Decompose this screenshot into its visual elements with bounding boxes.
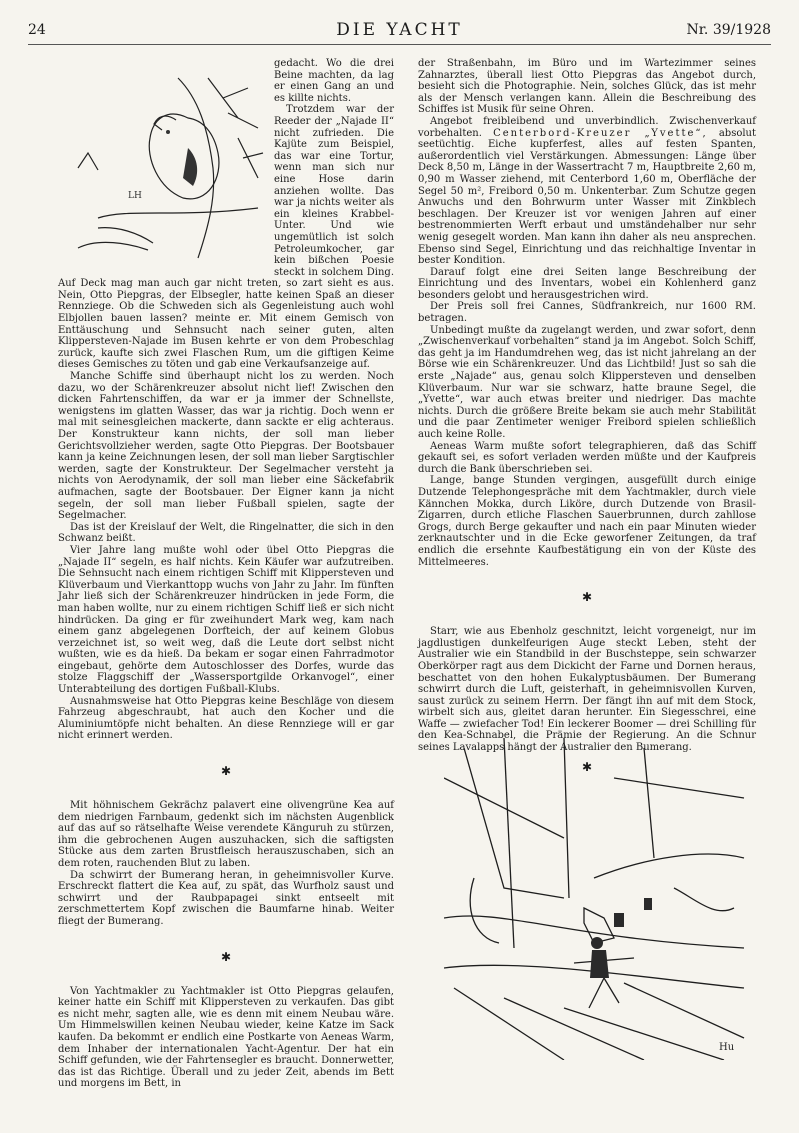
right-paragraph-5: Unbedingt mußte da zugelangt werden, und zwar sofort, denn „Zwischenverkauf vorbehalten“ stand ja im Angebot. Solch Schiff, das geht ja im Handumdrehen weg, das ist nicht jahrelang an der Börse wie ein Schärenkreuzer. Und das Lichtbild! Just so sah die erste „Najade“ aus, genau solch Klippersteven und denselben Klüverbaum. Nur war sie schwarz, hatte braune Segel, die „Yvette“, war auch etwas breiter und niedriger. Das machte nichts. Durch die größere Breite bekam sie auch mehr Stabilität und die paar Zentimeter weniger Freibord spielen schließlich auch keine Rolle. [418,324,756,440]
left-paragraph-4: Das ist der Kreislauf der Welt, die Ringelnatter, die sich in den Schwanz beißt. [58,521,394,545]
offer-boat-name: Centerbord-Kreuzer „Yvette“, [493,127,708,139]
page-header [28,22,771,45]
right-column [418,58,756,780]
left-paragraph-6: Ausnahmsweise hat Otto Piepgras keine Beschläge von diesem Fahrzeug abgeschraubt, hat auch den Kocher und die Aluminiumtöpfe nicht behalten. An diese Rennziege will er gar nicht erinnert werden. [58,695,394,742]
right-paragraph-8: Starr, wie aus Ebenholz geschnitzt, leicht vorgeneigt, nur im jagdlustigen dunkelfeurigen Auge steckt Leben, steht der Australier wie ein Standbild in der Buschsteppe, sein schwarzer Oberkörper ragt aus dem Dickicht der Farne und Dornen heraus, beschattet von den hohen Eukalyptusbäumen. Der Bumerang schwirrt durch die Luft, geisterhaft, in geheimnisvollen Kurven, saust zurück zu seinem Herrn. Der fängt ihn auf mit dem Stock, wirbelt sich aus, gleitet daran herunter. Ein Siegesschrei, eine Waffe — zwiefacher Tod! Ein leckerer Boomer — drei Schilling für den Kea-Schnabel, die Prämie der Regierung. An die Schnur seines Lavalapps hängt der Australier den Bumerang. [418,626,756,754]
section-divider-star-2: ✱ [220,949,232,964]
parrot-signature: LH [128,191,142,201]
right-paragraph-1: der Straßenbahn, im Büro und im Wartezimmer seines Zahnarztes, überall liest Otto Piepgras das Angebot durch, besieht sich die Photographie. Nein, solches Glück, das ist mehr als der Mensch verlangen kann. Allein die Beschreibung des Schiffes ist Musik für seine Ohren. [418,58,756,116]
left-paragraph-8: Da schwirrt der Bumerang heran, in geheimnisvoller Kurve. Erschreckt flattert die Kea auf, zu spät, das Wurfholz saust und schwirrt und der Raubpapagei sinkt entseelt mit zerschmettertem Kopf zwischen die Baumfarne hinab. Weiter fliegt der Bumerang. [58,869,394,927]
left-paragraph-5: Vier Jahre lang mußte wohl oder übel Otto Piepgras die „Najade II“ segeln, es half nichts. Kein Käufer war aufzutreiben. Die Sehnsucht nach einem richtigen Schiff mit Klippersteven und Klüverbaum und Vierkanttopp wuchs von Jahr zu Jahr. Im fünften Jahr ließ sich der Schärenkreuzer hindrücken in jede Form, die man haben wollte, nur zu einem richtigen Schiff ließ er sich nicht hindrücken. Da ging er für zweihundert Mark weg, kam nach einem ganz abgelegenen Dorfteich, der auf keinem Globus verzeichnet ist, so weit weg, daß die Leute dort selbst nicht wußten, wie es da hieß. Da bekam er sogar einen Fahrradmotor eingebaut, gehörte dem Autoschlosser des Dorfes, wurde das stolze Flaggschiff der „Wassersportgilde Orkanvogel“, einer Unterabteilung des dortigen Fußball-Klubs. [58,544,394,696]
left-paragraph-2: Trotzdem war der Reeder der „Najade II“ nicht zufrieden. Die Kajüte zum Beispiel, das war eine Tortur, wenn man sich nur eine Hose darin anziehen wollte. Das war ja nichts weiter als ein kleines Krabbel-Unter. Und wie ungemütlich ist solch Petroleumkocher, gar kein bißchen Poesie steckt in solchem Ding. Auf Deck mag man auch gar nicht treten, so zart sieht es aus. Nein, Otto Piepgras, der Elbsegler, hatte keinen Spaß an dieser Rennziege. Ob die Schweden sich als Gegenleistung auch wohl Elbjollen bauen lassen? meinte er. Mit einem Gemisch von Enttäuschung und Sehnsucht nach seiner guten, alten Klippersteven-Najade im Busen kehrte er von dem Probeschlag zurück, kaufte sich zwei Flaschen Rum, um die giftigen Keime dieses Gemisches zu töten und gab eine Verkaufsanzeige auf. [58,104,394,371]
section-divider-star: ✱ [220,764,232,779]
journal-title: DIE YACHT [336,20,463,40]
section-divider-star-3: ✱ [581,590,593,605]
left-column [58,58,394,1090]
offer-details: absolut seetüchtig. Eiche kupferfest, alles auf festen Spanten, außerordentlich viel Verstärkungen. Abmessungen: Länge über Deck 8,50 m, Länge in der Wassertracht 7 m, Hauptbreite 2,60 m, 0,90 m Wasser ziehend, mit Centerbord 1,60 m, Oberfläche der Segel 50 m², Freibord 0,50 m. Unkenterbar. Zum Schutze gegen Anwuchs und den Bohrwurm unter Wasser mit Zinkblech beschlagen. Der Kreuzer ist vor wenigen Jahren auf einer bestrenommierten Werft erbaut und umständehalber nur sehr wenig gesegelt worden. Man kann ihn daher als neu ansprechen. Ebenso sind Segel, Einrichtung und das reichhaltige Inventar in bester Kondition. [418,127,757,267]
left-paragraph-1: gedacht. Wo die drei Beine machten, da lag er einen Gang an und es killte nichts. [274,58,394,104]
page-number: 24 [28,22,46,38]
section-divider-star-4: ✱ [581,759,593,774]
offer-intro: Angebot freibleibend und unverbindlich. Zwischenverkauf vorbehalten. [418,115,756,139]
right-paragraph-4: Der Preis soll frei Cannes, Südfrankreich, nur 1600 RM. betragen. [418,301,756,325]
left-paragraph-3: Manche Schiffe sind überhaupt nicht los zu werden. Noch dazu, wo der Schärenkreuzer absolut nicht lief! Zwischen den dicken Fahrtenschiffen, da war er ja immer der Schnellste, wenigstens im glatten Wasser, das war ja richtig. Doch wenn er mal mit seinesgleichen mackerte, dann sackte er elig achteraus. Der Konstrukteur kann nichts, der soll man lieber Gerichtsvollzieher werden, sagte Otto Piepgras. Der Bootsbauer kann ja keine Zeichnungen lesen, der soll man lieber Sargtischler werden, sagte der Konstrukteur. Der Segelmacher versteht ja nichts von Aerodynamik, der soll man lieber eine Säckefabrik aufmachen, sagte der Bootsbauer. Der Eigner kann ja nicht segeln, der soll man lieber Fußball spielen, sagte der Segelmacher. [58,371,394,522]
parrot-kangaroo-illustration [58,58,268,266]
ship-deck-illustration [444,738,746,1060]
right-paragraph-2 [418,116,756,267]
right-paragraph-7: Lange, bange Stunden vergingen, ausgefüllt durch einige Dutzende Telephongespräche mit dem Yachtmakler, durch viele Kännchen Mokka, durch Liköre, durch Dutzende von Brasil-Zigarren, durch etliche Flaschen Sauerbrunnen, durch zahllose Grogs, durch Berge gekaufter und nach ein paar Minuten wieder zerknautschter und in die Ecke geworfener Zeitungen, da traf endlich die ersehnte Kaufbestätigung ein von der Küste des Mittelmeeres. [418,475,756,568]
right-paragraph-6: Aeneas Warm mußte sofort telegraphieren, daß das Schiff gekauft sei, es sofort verladen werden müßte und der Kaufpreis durch die Bank überschrieben sei. [418,440,756,475]
right-paragraph-3: Darauf folgt eine drei Seiten lange Beschreibung der Einrichtung und des Inventars, wobei ein Kohlenherd ganz besonders gelobt und herausgestrichen wird. [418,266,756,301]
issue-number: Nr. 39/1928 [686,22,771,38]
left-paragraph-9: Von Yachtmakler zu Yachtmakler ist Otto Piepgras gelaufen, keiner hatte ein Schiff mit Klippersteven zu verkaufen. Das gibt es nicht mehr, sagten alle, wie es denn mit einem Neubau wäre. Um Himmelswillen keinen Neubau wieder, keine Katze im Sack kaufen. Da bekommt er endlich eine Postkarte von Aeneas Warm, dem Inhaber der internationalen Yacht-Agentur. Der hat ein Schiff gefunden, wie der Fahrtensegler es braucht. Donnerwetter, das ist das Richtige. Überall und zu jeder Zeit, abends im Bett und morgens im Bett, in [58,985,394,1090]
ship-signature: Hu [719,1042,735,1053]
left-paragraph-7: Mit höhnischem Gekrächz palavert eine olivengrüne Kea auf dem niedrigen Farnbaum, gedenkt sich im nächsten Augenblick auf das auf so rätselhafte Weise verendete Känguruh zu stürzen, ihm die gebrochenen Augen auszuhacken, sich die saftigsten Stücke aus dem zarten Brustfleisch herauszuschaben, sich an dem roten, rauchenden Blut zu laben. [58,800,394,869]
